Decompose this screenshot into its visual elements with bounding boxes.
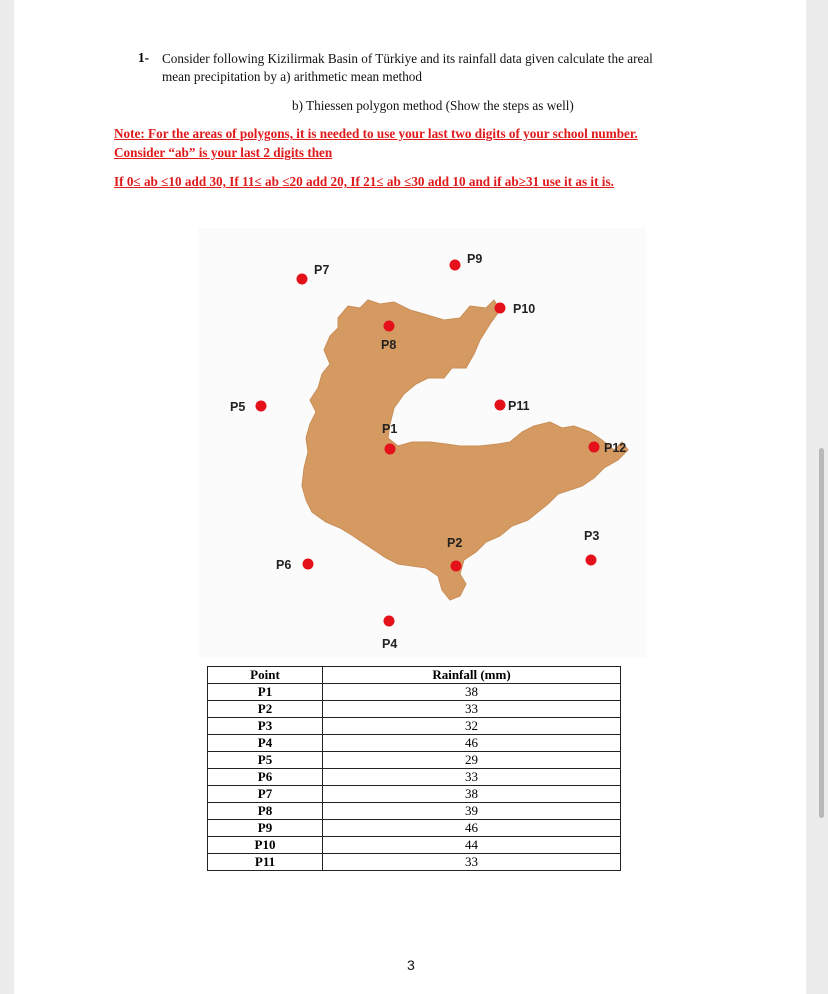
table-row: [208, 854, 621, 871]
rainfall-cell: 46: [322, 735, 620, 752]
basin-map: [198, 228, 646, 658]
station-label: P4: [382, 637, 398, 651]
station-p11: [495, 399, 530, 413]
question-part-b: b) Thiessen polygon method (Show the steps as well): [292, 98, 574, 113]
station-label: P1: [382, 422, 398, 436]
point-cell: P9: [208, 820, 323, 837]
table-row: [208, 701, 621, 718]
table-row: [208, 803, 621, 820]
table-header-row: [208, 667, 621, 684]
point-cell: P10: [208, 837, 323, 854]
table-row: [208, 837, 621, 854]
station-p7: [297, 263, 330, 285]
rainfall-cell: 33: [322, 701, 620, 718]
point-cell: P1: [208, 684, 323, 701]
vertical-scrollbar[interactable]: [819, 448, 824, 818]
point-cell: P6: [208, 769, 323, 786]
table-row: [208, 769, 621, 786]
station-p9: [450, 252, 483, 271]
rainfall-cell: 44: [322, 837, 620, 854]
kizilirmak-basin-shape: [302, 300, 628, 600]
table-row: [208, 735, 621, 752]
station-label: P3: [584, 529, 600, 543]
point-cell: P11: [208, 854, 323, 871]
station-label: P2: [447, 536, 463, 550]
header-point: Point: [208, 667, 323, 684]
note-line1: Note: For the areas of polygons, it is needed to use your last two digits of your school number.: [114, 126, 638, 141]
rainfall-cell: 38: [322, 684, 620, 701]
document-page: [14, 0, 806, 994]
station-p6: [276, 558, 314, 572]
point-cell: P8: [208, 803, 323, 820]
station-p10: [495, 302, 536, 316]
station-label: P12: [604, 441, 627, 455]
rainfall-cell: 39: [322, 803, 620, 820]
page-number: 3: [407, 957, 415, 973]
table-row: [208, 684, 621, 701]
table-row: [208, 820, 621, 837]
station-p4: [382, 616, 397, 652]
rainfall-cell: 29: [322, 752, 620, 769]
table-row: [208, 718, 621, 735]
question-text-line2: mean precipitation by a) arithmetic mean method: [162, 69, 422, 84]
table-row: [208, 752, 621, 769]
station-label: P11: [508, 399, 530, 413]
rainfall-cell: 38: [322, 786, 620, 803]
rainfall-cell: 32: [322, 718, 620, 735]
station-label: P10: [513, 302, 536, 316]
rainfall-table: [207, 666, 621, 871]
question-text-line1: Consider following Kizilirmak Basin of Türkiye and its rainfall data given calculate the areal: [162, 51, 653, 66]
station-label: P5: [230, 400, 246, 414]
rainfall-cell: 33: [322, 854, 620, 871]
note-line3: If 0≤ ab ≤10 add 30, If 11≤ ab ≤20 add 20, If 21≤ ab ≤30 add 10 and if ab≥31 use it as it is.: [114, 174, 614, 189]
point-cell: P7: [208, 786, 323, 803]
question-number: 1-: [138, 50, 149, 65]
point-cell: P5: [208, 752, 323, 769]
station-label: P8: [381, 338, 397, 352]
station-label: P6: [276, 558, 292, 572]
rainfall-cell: 46: [322, 820, 620, 837]
point-cell: P2: [208, 701, 323, 718]
header-rainfall: Rainfall (mm): [322, 667, 620, 684]
point-cell: P4: [208, 735, 323, 752]
table-row: [208, 786, 621, 803]
station-label: P9: [467, 252, 483, 266]
note-line2: Consider “ab” is your last 2 digits then: [114, 145, 333, 160]
station-p3: [584, 529, 599, 566]
station-label: P7: [314, 263, 330, 277]
station-p5: [230, 400, 267, 414]
point-cell: P3: [208, 718, 323, 735]
rainfall-cell: 33: [322, 769, 620, 786]
